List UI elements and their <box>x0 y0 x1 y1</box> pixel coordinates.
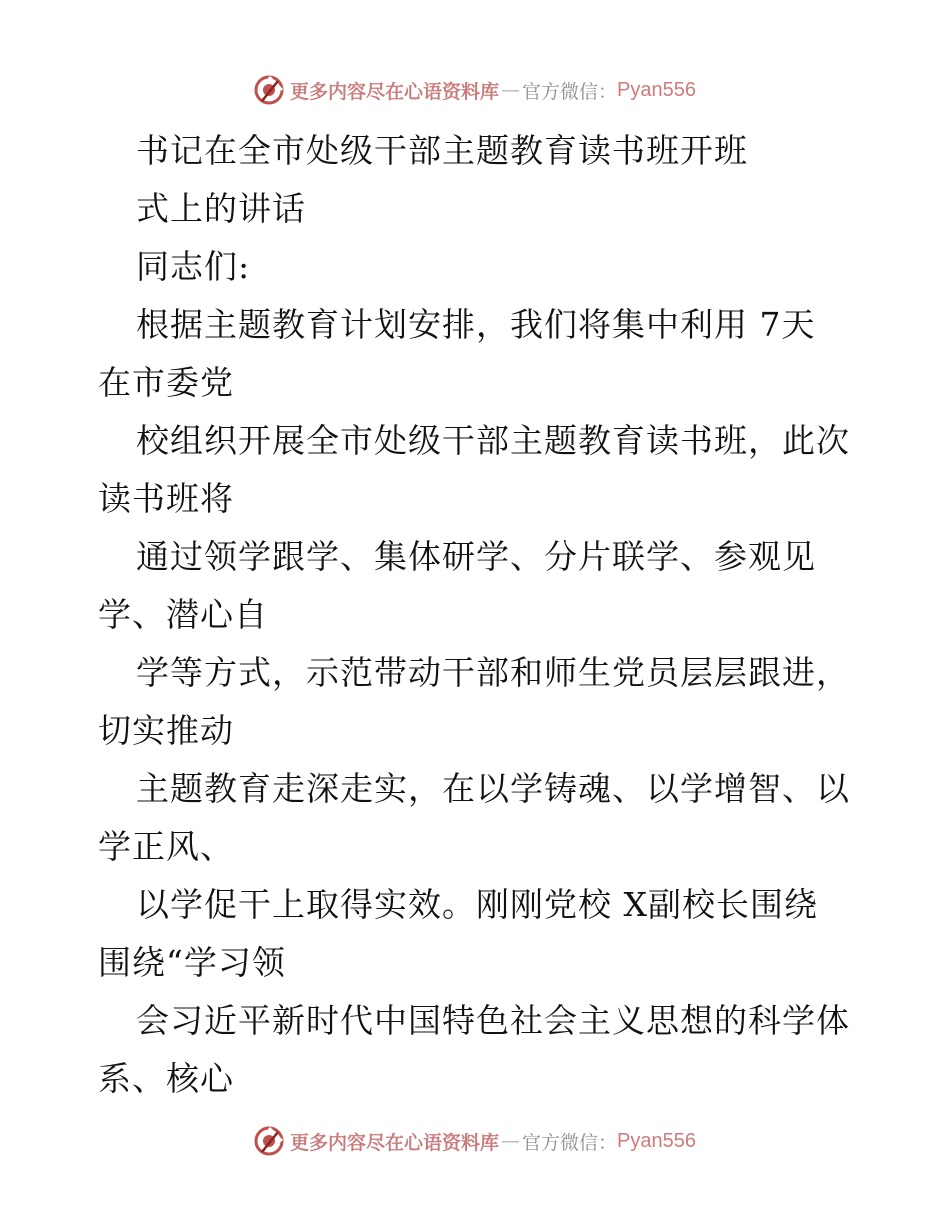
watermark-dash: — <box>501 1130 521 1152</box>
paragraph-line: 学、潜心自 <box>98 595 268 634</box>
paragraph-line: 在市委党 <box>98 363 234 402</box>
watermark-brand: 更多内容尽在心语资料库 <box>290 80 500 103</box>
paragraph-line: 学正风、 <box>98 827 234 866</box>
paragraph-line: 围绕“学习领 <box>98 943 286 982</box>
title-line-1: 书记在全市处级干部主题教育读书班开班 <box>136 131 748 170</box>
header-watermark <box>0 70 950 110</box>
pen-logo-icon <box>254 1126 284 1156</box>
watermark-wechat-id: Pyan556 <box>617 78 696 101</box>
watermark-official-label: 官方微信： <box>522 80 618 103</box>
paragraph-line: 切实推动 <box>98 711 234 750</box>
paragraph-line: 校组织开展全市处级干部主题教育读书班，此次 <box>136 421 850 460</box>
footer-watermark <box>0 1121 950 1161</box>
paragraph-line: 通过领学跟学、集体研学、分片联学、参观见 <box>136 537 816 576</box>
watermark-wechat-id: Pyan556 <box>617 1129 696 1152</box>
watermark-official-label: 官方微信： <box>522 1131 618 1154</box>
paragraph-line: 会习近平新时代中国特色社会主义思想的科学体 <box>136 1001 850 1040</box>
document-body <box>98 122 858 1108</box>
paragraph-line: 以学促干上取得实效。刚刚党校 X副校长围绕 <box>136 885 818 924</box>
paragraph-line: 主题教育走深走实，在以学铸魂、以学增智、以 <box>136 769 850 808</box>
paragraph-line: 读书班将 <box>98 479 234 518</box>
paragraph-line: 系、核心 <box>98 1059 234 1098</box>
paragraph-line: 学等方式，示范带动干部和师生党员层层跟进， <box>136 653 850 692</box>
pen-logo-icon <box>254 75 284 105</box>
salutation: 同志们: <box>136 247 251 286</box>
watermark-dash: — <box>501 79 521 101</box>
watermark-brand: 更多内容尽在心语资料库 <box>290 1131 500 1154</box>
paragraph-line: 根据主题教育计划安排，我们将集中利用 7天 <box>136 305 816 344</box>
title-line-2: 式上的讲话 <box>136 189 306 228</box>
